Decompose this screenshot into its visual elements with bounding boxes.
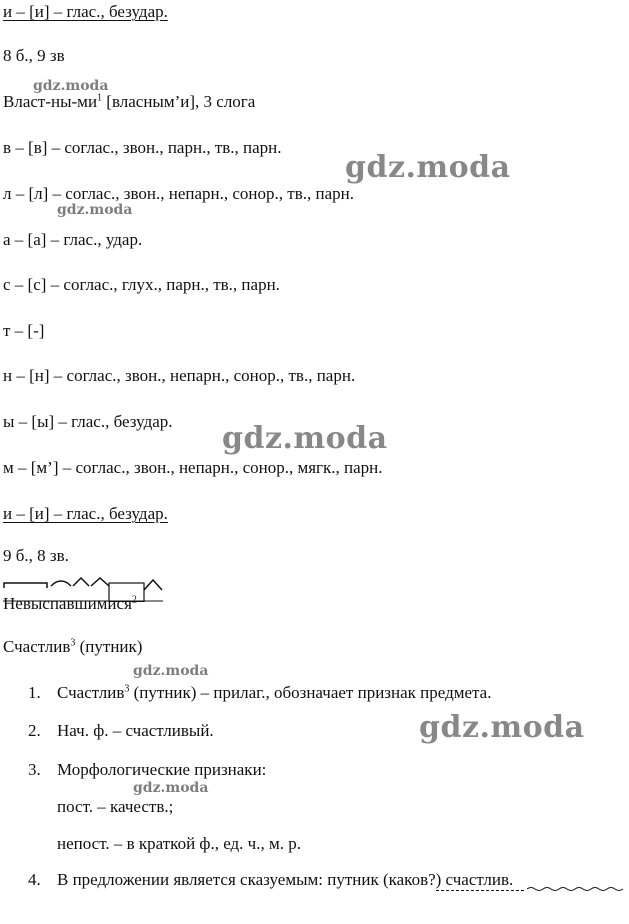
text-line-15 <box>3 637 142 657</box>
footnote-marker-2: 2 <box>131 594 137 606</box>
list-item-3-sub-1: пост. – качеств.; <box>57 797 174 816</box>
noun-underline <box>436 890 524 891</box>
transcription: [власным’и], 3 слога <box>102 92 256 111</box>
word-schastliv: Счастлив <box>3 637 71 656</box>
list-item-3: Морфологические признаки: <box>57 760 267 779</box>
text-line-11: м – [м’] – соглас., звон., непарн., сонор., мягк., парн. <box>3 458 383 477</box>
text-line-6: а – [а] – глас., удар. <box>3 230 143 249</box>
watermark-2: gdz.moda <box>345 150 511 185</box>
text-line-9: н – [н] – соглас., звон., непарн., сонор., тв., парн. <box>3 366 356 385</box>
watermark-4: gdz.moda <box>222 421 388 456</box>
footnote-marker-3: 3 <box>70 637 76 649</box>
watermark-6: gdz.moda <box>419 710 585 745</box>
list-item-4-question: каков?) счастлив. <box>388 870 514 889</box>
wavy-underline <box>527 886 627 892</box>
list-item-1-text: (путник) – прилаг., обозначает признак предмета. <box>129 683 492 702</box>
text-line-8: т – [-] <box>3 321 45 340</box>
text-line-1: и – [и] – глас., безудар. <box>3 2 168 21</box>
list-item-4-text: В предложении является сказуемым: путник ( <box>57 870 389 889</box>
text-line-5: л – [л] – соглас., звон., непарн., сонор., тв., парн. <box>3 184 354 203</box>
text-line-10: ы – [ы] – глас., безудар. <box>3 412 173 431</box>
list-item-3-sub-2: непост. – в краткой ф., ед. ч., м. р. <box>57 834 301 853</box>
list-item-4 <box>57 870 513 890</box>
list-num-4: 4. <box>28 870 41 889</box>
noun-in-parentheses: (путник) <box>75 637 143 656</box>
watermark-7: gdz.moda <box>133 780 209 796</box>
text-line-13: 9 б., 8 зв. <box>3 546 69 565</box>
text-line-14 <box>3 594 137 614</box>
word-nevyspavshimisya: Невыспавшимися <box>3 594 132 613</box>
list-num-1: 1. <box>28 683 41 702</box>
watermark-3: gdz.moda <box>57 202 133 218</box>
watermark-1: gdz.moda <box>33 78 109 94</box>
list-item-1-word: Счастлив <box>57 683 125 702</box>
list-num-3: 3. <box>28 760 41 779</box>
text-line-3 <box>3 92 255 112</box>
text-line-4: в – [в] – соглас., звон., парн., тв., парн. <box>3 138 282 157</box>
list-item-2: Нач. ф. – счастливый. <box>57 721 214 740</box>
text-line-7: с – [с] – соглас., глух., парн., тв., парн. <box>3 275 280 294</box>
text-line-12: и – [и] – глас., безудар. <box>3 504 168 523</box>
word-vlastnymi: Власт-ны-ми <box>3 92 98 111</box>
list-item-1-sup: 3 <box>124 683 130 695</box>
watermark-5: gdz.moda <box>133 663 209 679</box>
list-num-2: 2. <box>28 721 41 740</box>
footnote-marker: 1 <box>97 92 103 104</box>
list-item-1 <box>57 683 491 703</box>
text-line-2: 8 б., 9 зв <box>3 46 65 65</box>
